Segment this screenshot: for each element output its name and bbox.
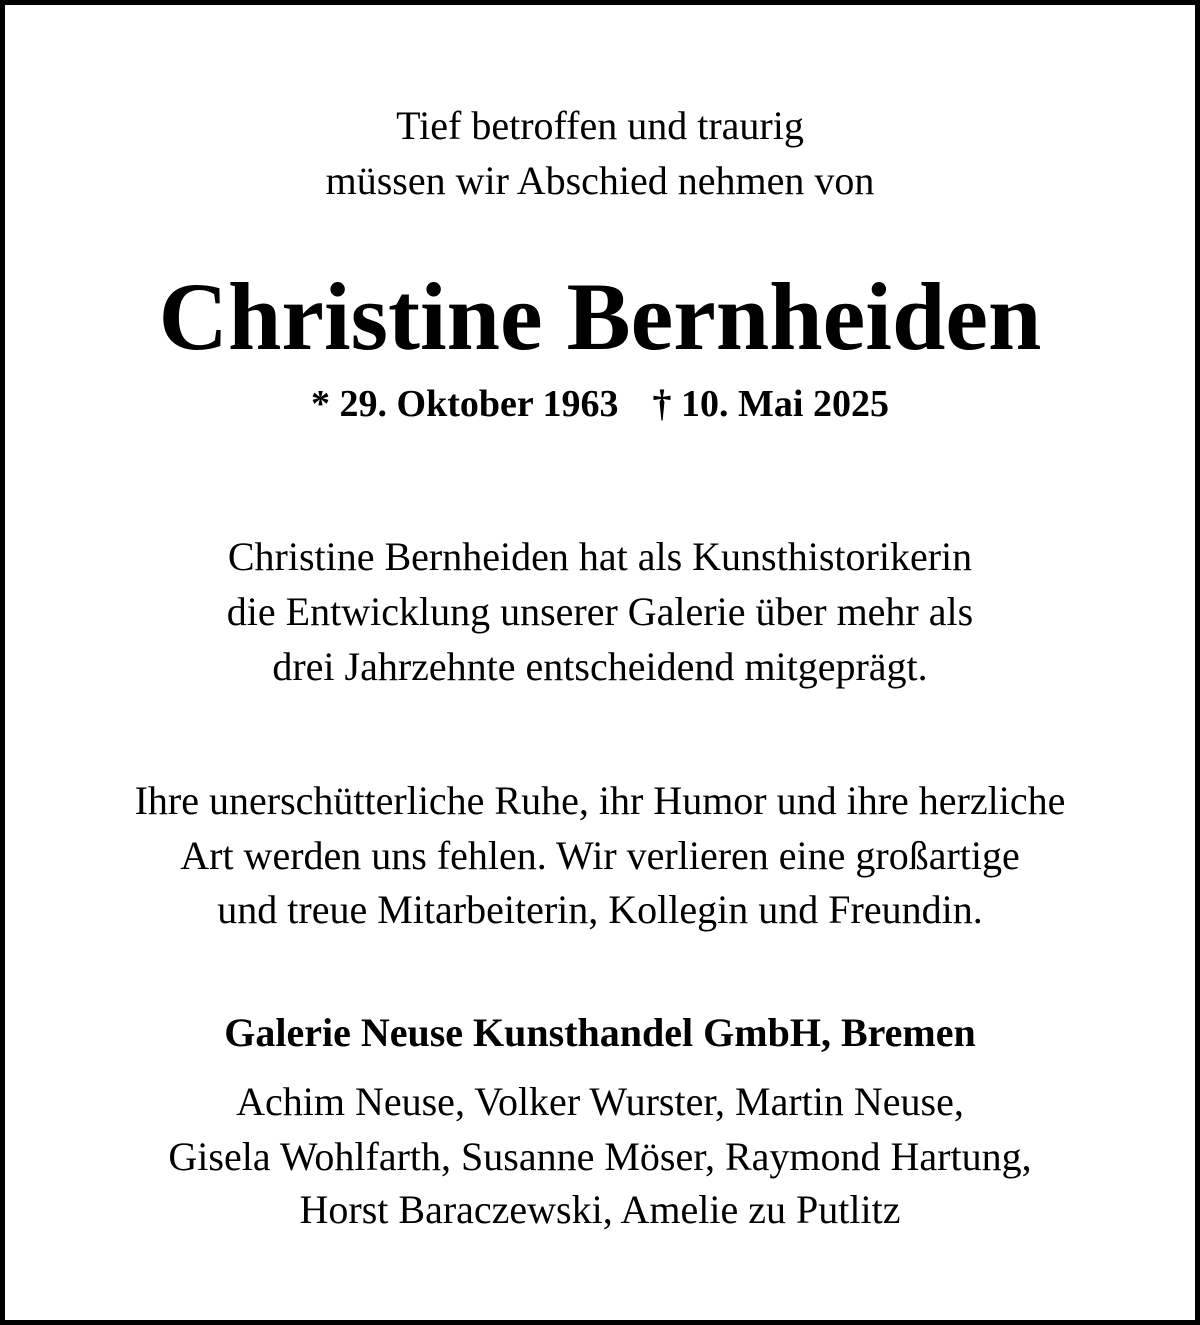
paragraph2-line-3: und treue Mitarbeiterin, Kollegin und Freundin.: [217, 887, 983, 932]
paragraph2-line-1: Ihre unerschütterliche Ruhe, ihr Humor und ihre herzliche: [134, 778, 1066, 823]
death-date: † 10. Mai 2025: [652, 383, 889, 425]
intro-line-1: Tief betroffen und traurig: [396, 103, 804, 148]
signers-line-3: Horst Baraczewski, Amelie zu Putlitz: [299, 1187, 901, 1232]
signers-line-1: Achim Neuse, Volker Wurster, Martin Neuse,: [236, 1079, 964, 1124]
paragraph1-line-2: die Entwicklung unserer Galerie über mehr als: [226, 589, 974, 634]
birth-date: * 29. Oktober 1963: [311, 383, 619, 425]
paragraph2-line-2: Art werden uns fehlen. Wir verlieren eine großartige: [180, 833, 1020, 878]
life-dates: [5, 385, 1195, 423]
signers-line-2: Gisela Wohlfarth, Susanne Möser, Raymond Hartung,: [168, 1134, 1032, 1179]
paragraph1-line-1: Christine Bernheiden hat als Kunsthistorikerin: [227, 534, 973, 579]
paragraph1-line-3: drei Jahrzehnte entscheidend mitgeprägt.: [272, 644, 928, 689]
intro-line-2: müssen wir Abschied nehmen von: [325, 158, 875, 203]
organization-name: Galerie Neuse Kunsthandel GmbH, Bremen: [224, 1010, 976, 1055]
deceased-name: Christine Bernheiden: [158, 263, 1042, 370]
